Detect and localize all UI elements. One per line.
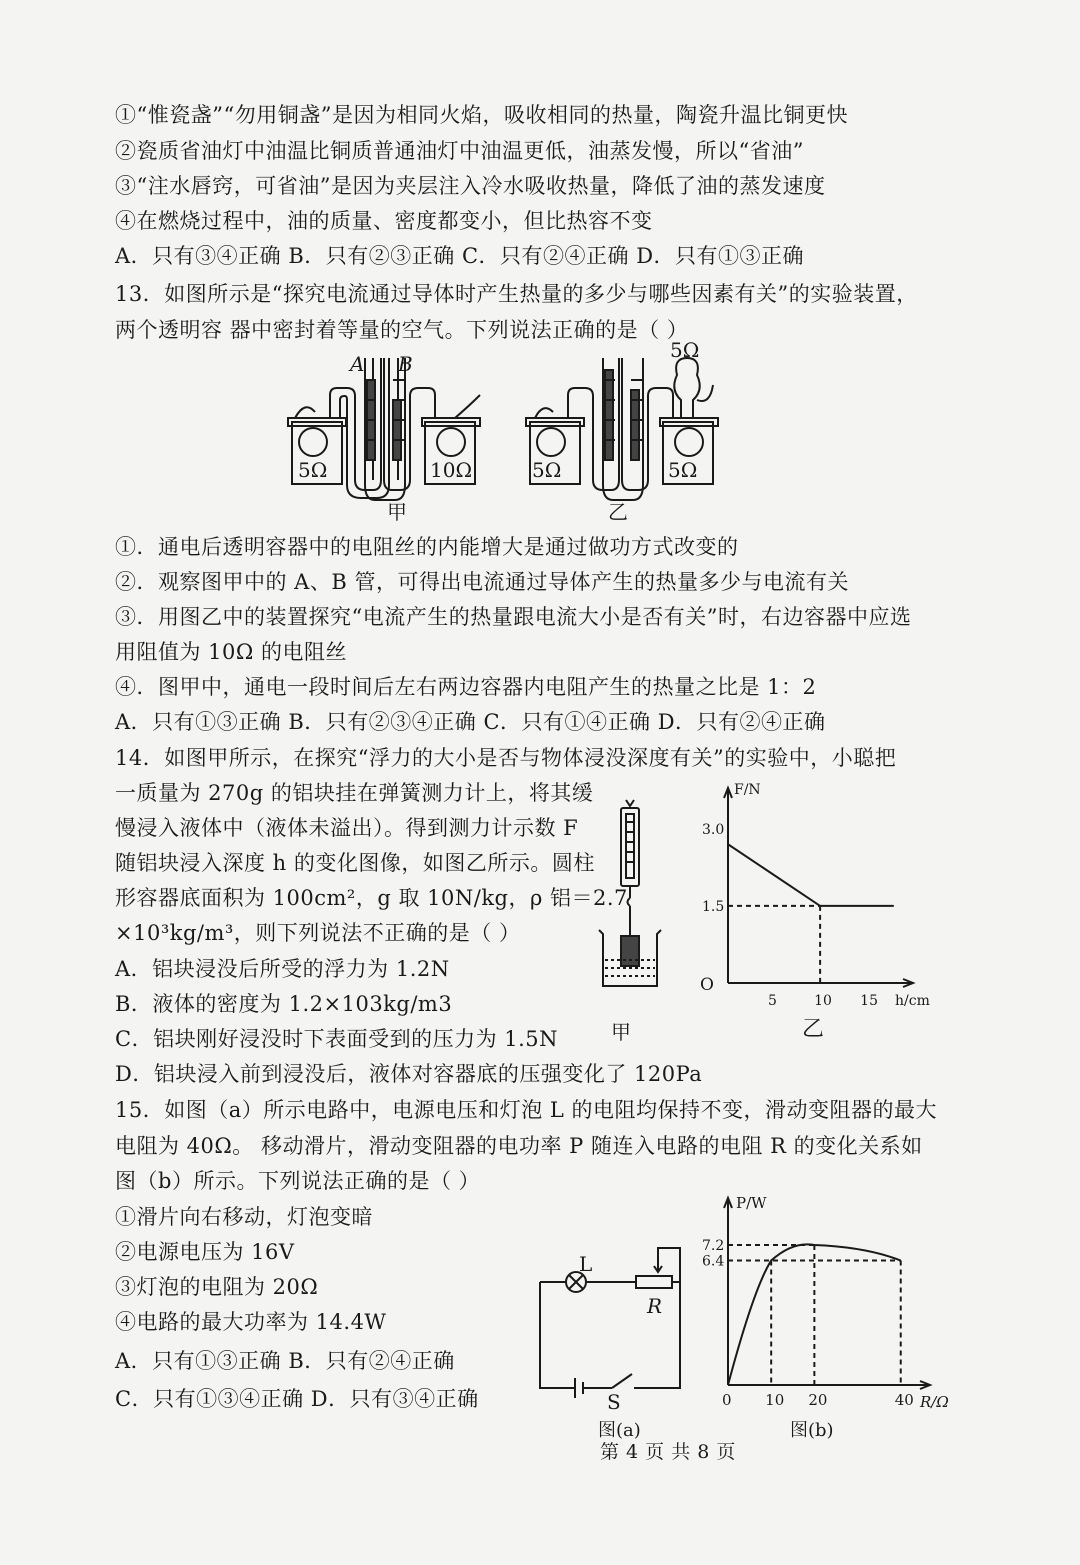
y-tick-label: 3.0: [702, 821, 725, 838]
resistor-label: 5Ω: [298, 458, 328, 482]
x-axis-label: h/cm: [895, 993, 930, 1009]
resistor-label: 5Ω: [668, 458, 698, 482]
text-line: ③“注水唇窍，可省油”是因为夹层注入冷水吸收热量，降低了油的蒸发速度: [115, 174, 826, 198]
answer-options: A．只有①③正确 B．只有②④正确: [115, 1349, 455, 1373]
resistor-label: 5Ω: [532, 458, 562, 482]
resistor-label: 5Ω: [670, 338, 700, 362]
y-axis-label: P/W: [736, 1194, 767, 1212]
text-line: ③．用图乙中的装置探究“电流产生的热量跟电流大小是否有关”时，右边容器中应选: [115, 605, 912, 629]
figure-14-graph: [690, 782, 930, 1015]
y-tick-label: 6.4: [702, 1253, 725, 1270]
option-d: D．铝块浸入前到浸没后，液体对容器底的压强变化了 120Pa: [115, 1062, 703, 1086]
text-line: ④．图甲中，通电一段时间后左右两边容器内电阻产生的热量之比是 1：2: [115, 675, 817, 699]
x-tick-label: 20: [808, 1391, 828, 1409]
resistor-label: R: [647, 1294, 663, 1318]
caption-b: 图(b): [790, 1420, 834, 1441]
answer-options: A．只有③④正确 B．只有②③正确 C．只有②④正确 D．只有①③正确: [115, 244, 805, 268]
caption-a: 图(a): [598, 1420, 641, 1441]
text-line: ②瓷质省油灯中油温比铜质普通油灯中油温更低，油蒸发慢，所以“省油”: [115, 139, 804, 163]
series-line: [728, 844, 894, 906]
option-b: B．液体的密度为 1.2×103kg/m3: [115, 992, 453, 1016]
statement-1: ①滑片向右移动，灯泡变暗: [115, 1205, 373, 1229]
answer-options: A．只有①③正确 B．只有②③④正确 C．只有①④正确 D．只有②④正确: [115, 710, 826, 734]
option-a: A．铝块浸没后所受的浮力为 1.2N: [115, 957, 450, 981]
switch-label: S: [607, 1390, 621, 1414]
origin-label: O: [700, 975, 714, 995]
x-tick-label: 10: [814, 993, 832, 1009]
text-line: 两个透明容 器中密封着等量的空气。下列说法正确的是（ ）: [115, 318, 689, 342]
x-tick-label: 0: [722, 1391, 732, 1409]
x-axis-label: R/Ω: [920, 1393, 949, 1411]
caption-yi: 乙: [802, 1017, 825, 1042]
statement-4: ④电路的最大功率为 14.4W: [115, 1310, 387, 1334]
y-tick-label: 7.2: [702, 1238, 725, 1254]
resistor-label: 10Ω: [430, 458, 473, 482]
x-tick-label: 40: [894, 1391, 914, 1409]
text-line: 随铝块浸入深度 h 的变化图像，如图乙所示。圆柱: [115, 851, 595, 875]
caption-jia: 甲: [611, 1020, 631, 1044]
option-c: C．铝块刚好浸没时下表面受到的压力为 1.5N: [115, 1027, 559, 1051]
statement-3: ③灯泡的电阻为 20Ω: [115, 1275, 319, 1299]
label-b: B: [398, 352, 413, 376]
question-13: 13．如图所示是“探究电流通过导体时产生热量的多少与哪些因素有关”的实验装置，: [115, 282, 918, 306]
label-a: A: [350, 352, 365, 376]
question-14: 14．如图甲所示，在探究“浮力的大小是否与物体浸没深度有关”的实验中，小聪把: [115, 746, 897, 770]
text-line: ×10³kg/m³，则下列说法不正确的是（ ）: [115, 921, 521, 945]
text-line: 慢浸入液体中（液体未溢出）。得到测力计示数 F: [115, 816, 579, 840]
x-tick-label: 10: [765, 1391, 785, 1409]
text-line: ①“惟瓷盏”“勿用铜盏”是因为相同火焰，吸收相同的热量，陶瓷升温比铜更快: [115, 103, 848, 127]
text-line: 用阻值为 10Ω 的电阻丝: [115, 640, 347, 664]
text-line: 图（b）所示。下列说法正确的是（ ）: [115, 1169, 481, 1193]
x-tick-label: 15: [860, 993, 878, 1009]
x-tick-label: 5: [768, 993, 777, 1009]
text-line: ②．观察图甲中的 A、B 管，可得出电流通过导体产生的热量多少与电流有关: [115, 570, 849, 594]
text-line: 电阻为 40Ω。 移动滑片，滑动变阻器的电功率 P 随连入电路的电阻 R 的变化关系如: [115, 1134, 923, 1158]
text-line: 一质量为 270g 的铝块挂在弹簧测力计上，将其缓: [115, 781, 594, 805]
statement-2: ②电源电压为 16V: [115, 1240, 295, 1264]
answer-options: C．只有①③④正确 D．只有③④正确: [115, 1387, 479, 1411]
y-axis-label: F/N: [734, 782, 761, 798]
caption-jia: 甲: [387, 500, 407, 524]
figure-15b-graph: [690, 1194, 949, 1411]
lamp-label: L: [579, 1252, 593, 1276]
text-line: ①．通电后透明容器中的电阻丝的内能增大是通过做功方式改变的: [115, 535, 739, 559]
page-footer: 第 4 页 共 8 页: [600, 1441, 736, 1463]
text-line: ④在燃烧过程中，油的质量、密度都变小，但比热容不变: [115, 209, 653, 233]
text-line: 形容器底面积为 100cm²，g 取 10N/kg，ρ 铝＝2.7: [115, 886, 628, 910]
caption-yi: 乙: [608, 500, 628, 524]
question-15: 15．如图（a）所示电路中，电源电压和灯泡 L 的电阻均保持不变，滑动变阻器的最大: [115, 1098, 938, 1122]
figure-14-spring-scale: [595, 798, 665, 993]
y-tick-label: 1.5: [702, 898, 725, 915]
